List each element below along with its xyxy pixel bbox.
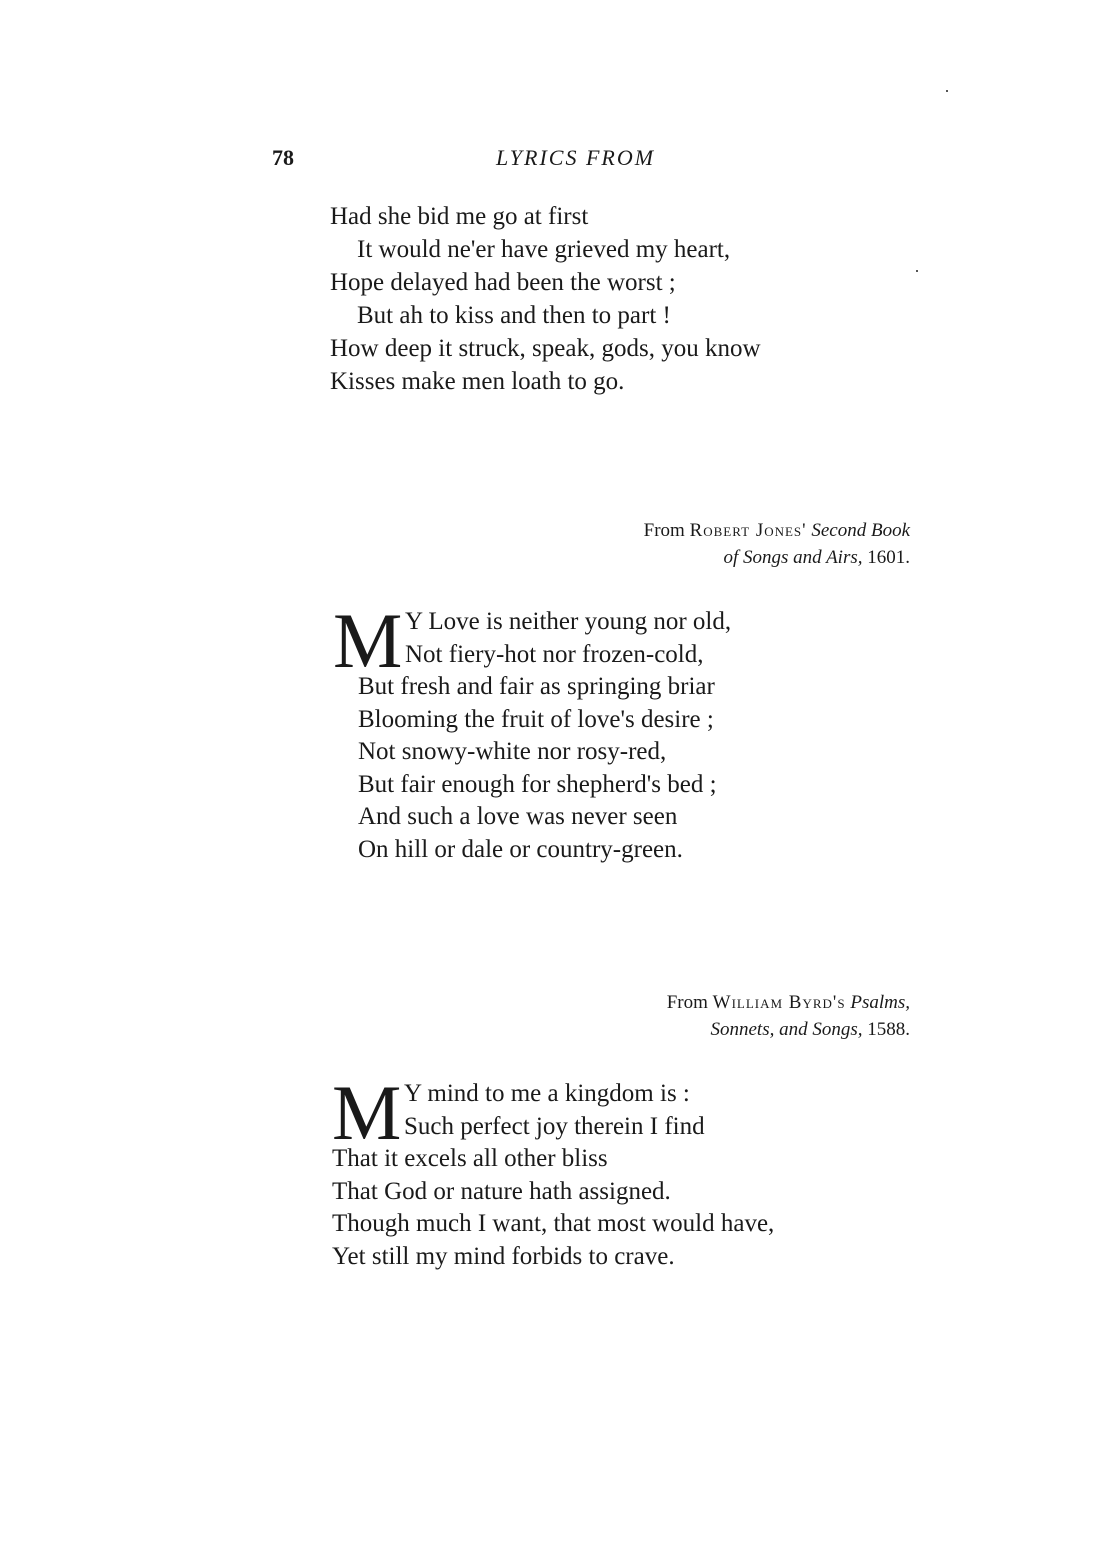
attribution-line xyxy=(560,517,910,544)
attribution-title-cont: of Songs and Airs, xyxy=(723,547,863,568)
verse-line: Kisses make men loath to go. xyxy=(330,368,625,395)
verse-line: On hill or dale or country-green. xyxy=(358,835,683,863)
verse-line: Yet still my mind forbids to crave. xyxy=(332,1242,675,1270)
verse-line: Y Love is neither young nor old, xyxy=(405,608,732,635)
attribution-year: 1588. xyxy=(867,1019,910,1040)
verse-line: Such perfect joy therein I find xyxy=(404,1112,705,1140)
drop-cap: M xyxy=(333,597,403,684)
scan-speck xyxy=(916,270,918,272)
verse-line: How deep it struck, speak, gods, you know xyxy=(330,335,761,362)
verse-line: Blooming the fruit of love's desire ; xyxy=(358,705,714,733)
verse-line: But ah to kiss and then to part ! xyxy=(357,302,671,329)
attribution-author: William Byrd's xyxy=(712,992,846,1013)
source-attribution xyxy=(560,989,910,1043)
verse-line: Y mind to me a kingdom is : xyxy=(404,1080,690,1107)
attribution-line xyxy=(560,1016,910,1043)
running-head: LYRICS FROM xyxy=(496,145,656,170)
verse-line: But fresh and fair as springing briar xyxy=(358,673,715,700)
verse-line: Though much I want, that most would have, xyxy=(332,1210,775,1237)
verse-line: That God or nature hath assigned. xyxy=(332,1177,671,1205)
poem xyxy=(333,597,732,866)
poem-stanza xyxy=(330,200,761,398)
attribution-prefix: From xyxy=(643,520,685,541)
verse-line: That it excels all other bliss xyxy=(332,1145,608,1172)
verse-line: But fair enough for shepherd's bed ; xyxy=(358,770,717,798)
verse-line: It would ne'er have grieved my heart, xyxy=(357,236,731,263)
source-attribution xyxy=(560,517,910,571)
attribution-title-cont: Sonnets, and Songs, xyxy=(710,1019,863,1040)
attribution-title: Second Book xyxy=(811,520,910,541)
verse-line: Hope delayed had been the worst ; xyxy=(330,269,676,296)
attribution-year: 1601. xyxy=(867,547,910,568)
verse-line: Had she bid me go at first xyxy=(330,203,589,230)
verse-line: And such a love was never seen xyxy=(358,803,678,830)
drop-cap: M xyxy=(332,1069,402,1156)
verse-line: Not snowy-white nor rosy-red, xyxy=(358,738,667,765)
attribution-author: Robert Jones' xyxy=(689,520,807,541)
poem xyxy=(332,1069,775,1273)
scan-speck xyxy=(946,90,948,92)
page-number: 78 xyxy=(272,145,294,170)
attribution-prefix: From xyxy=(666,992,708,1013)
attribution-line xyxy=(560,544,910,571)
attribution-line xyxy=(560,989,910,1016)
attribution-title: Psalms, xyxy=(850,992,910,1013)
verse-line: Not fiery-hot nor frozen-cold, xyxy=(405,640,704,668)
